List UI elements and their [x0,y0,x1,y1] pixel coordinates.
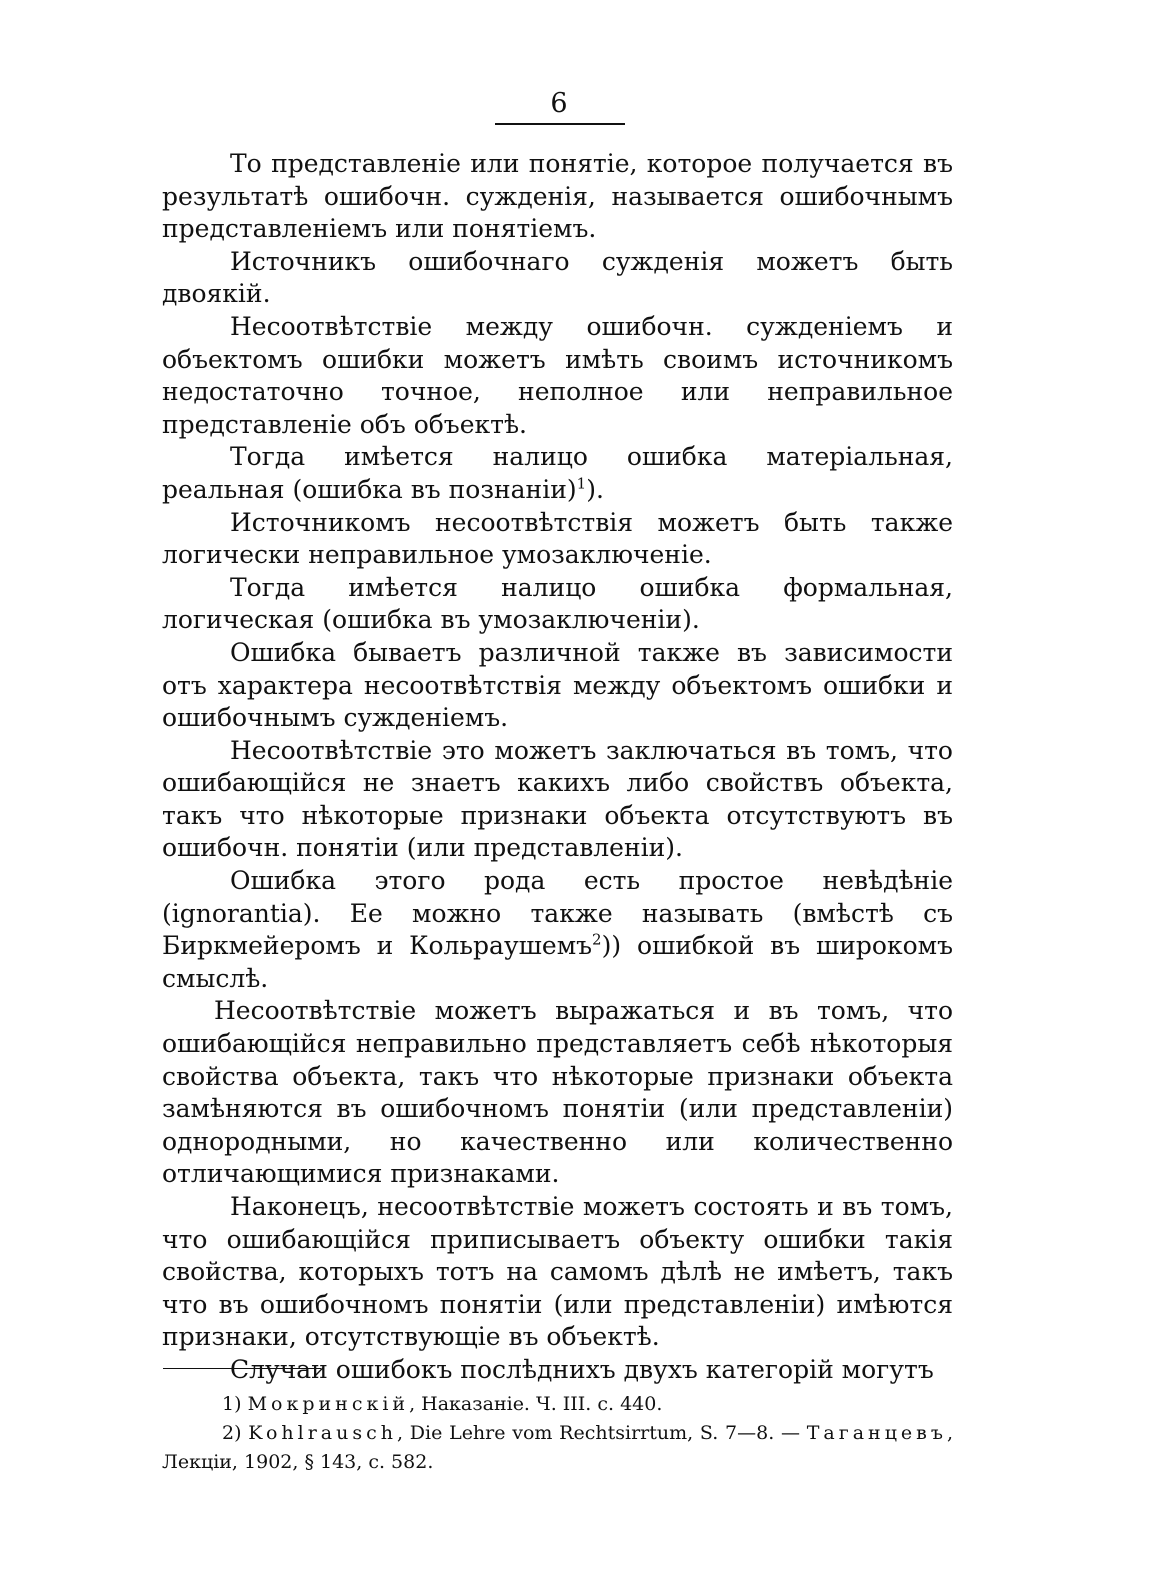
footnote-ref-1: 1 [576,474,587,493]
footnote-1-text: , Наказаніе. Ч. III. с. 440. [409,1393,663,1415]
paragraph-4 [162,441,953,506]
paragraph-12: Случаи ошибокъ послѣднихъ двухъ категорій могутъ [230,1354,934,1384]
paragraph-1: То представленіе или понятіе, которое получается въ результатѣ ошибочн. сужденія, называется ошибочнымъ представленіемъ или понятіемъ. [162,149,953,244]
footnote-ref-2: 2 [592,930,602,949]
paragraph-2: Источникъ ошибочнаго сужденія можетъ быть двоякій. [162,246,953,309]
footnote-rule [163,1368,321,1369]
paragraph-11: Наконецъ, несоотвѣтствіе можетъ состоять и въ томъ, что ошибающійся приписываетъ объекту ошибки такія свойства, которыхъ тотъ на самомъ дѣлѣ не имѣетъ, такъ что въ ошибочномъ понятіи (или представленіи) имѣются признаки, отсутствующіе въ объектѣ. [162,1192,953,1352]
footnote-2 [162,1419,953,1477]
footnote-2-author: Kohlrausch [248,1422,397,1444]
footnote-2-author-2: Таганцевъ [806,1422,947,1444]
page-number: 6 [550,88,568,119]
paragraph-8: Несоотвѣтствіе это можетъ заключаться въ томъ, что ошибающійся не знаетъ какихъ либо свойствъ объекта, такъ что нѣкоторые признаки объекта отсутствуютъ въ ошибочн. понятіи (или представленіи). [162,735,953,863]
paragraph-3: Несоотвѣтствіе между ошибочн. сужденіемъ и объектомъ ошибки можетъ имѣть своимъ источникомъ недостаточно точное, неполное или неправильное представленіе объ объектѣ. [162,311,953,439]
body-text [162,148,953,1387]
footnote-2-title: , Die Lehre vom Rechtsirrtum, S. 7—8. — [396,1422,807,1444]
header-rule [495,123,625,125]
footnote-1-author: Мокринскій [247,1393,410,1415]
paragraph-9 [162,865,953,995]
paragraph-4-text: Тогда имѣется налицо ошибка матеріальная, реальная (ошибка въ познаніи) [162,442,953,504]
footnote-2-number: 2) [222,1422,242,1444]
paragraph-7: Ошибка бываетъ различной также въ зависимости отъ характера несоотвѣтствія между объектомъ ошибки и ошибочнымъ сужденіемъ. [162,637,953,733]
paragraph-6: Тогда имѣется налицо ошибка формальная, логическая (ошибка въ умозаключеніи). [162,572,953,635]
footnote-1 [162,1390,953,1419]
paragraph-10: Несоотвѣтствіе можетъ выражаться и въ томъ, что ошибающійся неправильно представляетъ себѣ нѣкоторыя свойства объекта, такъ что нѣкоторые признаки объекта замѣняются въ ошибочномъ понятіи (или представленіи) однородными, но качественно или количественно отличающимися признаками. [162,996,953,1189]
footnotes [162,1390,953,1477]
paragraph-9-tail: )) ошибкой въ широкомъ смыслѣ. [162,931,953,993]
paragraph-9-text: Ошибка этого рода есть простое невѣдѣніе (ignorantia). Ее можно также называть (вмѣстѣ съ Биркмейеромъ и Кольраушемъ [162,866,953,961]
footnote-1-number: 1) [222,1393,242,1415]
paragraph-5: Источникомъ несоотвѣтствія можетъ быть также логически неправильное умозаключеніе. [162,507,953,570]
paragraph-4-tail: ). [586,474,604,504]
footnote-2-text: , Лекціи, 1902, § 143, с. 582. [162,1422,953,1473]
